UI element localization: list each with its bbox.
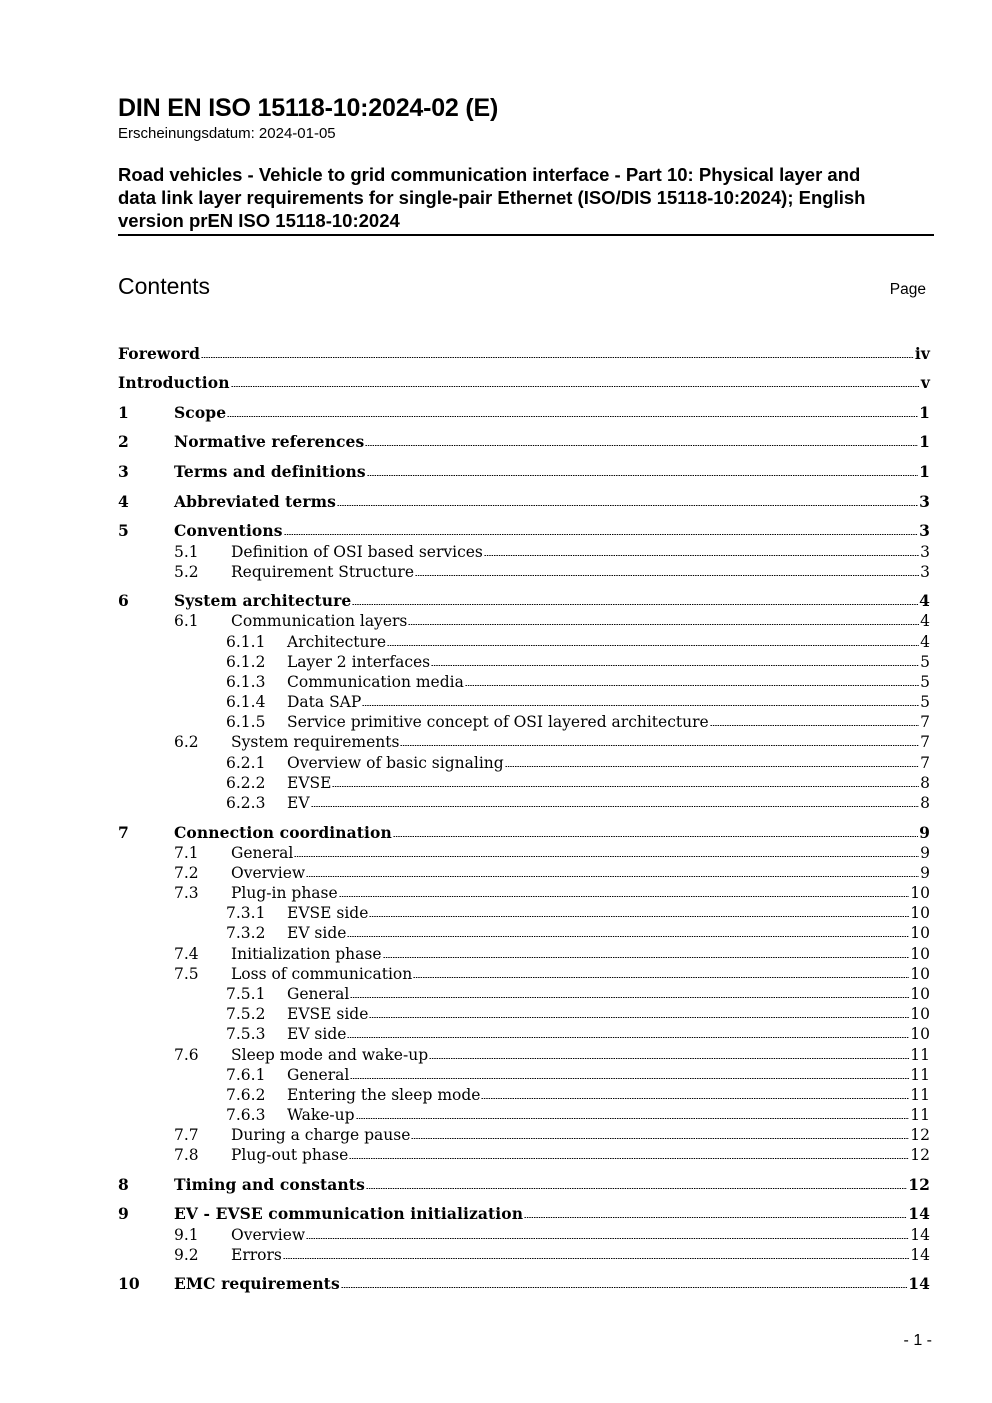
toc-entry-number: 6.2.3 bbox=[226, 794, 266, 812]
toc-entry-label: System requirements bbox=[231, 733, 400, 751]
toc-entry-label: EMC requirements bbox=[174, 1274, 340, 1293]
toc-entry-number: 7.4 bbox=[174, 945, 199, 963]
toc-entry-page: 10 bbox=[910, 884, 930, 902]
toc-entry-page: 5 bbox=[920, 673, 930, 691]
toc-entry-page: 11 bbox=[910, 1046, 930, 1064]
toc-entry[interactable] bbox=[226, 983, 930, 1003]
toc-entry-number: 7.7 bbox=[174, 1126, 199, 1144]
dot-leader bbox=[415, 574, 919, 577]
toc-entry-label: Timing and constants bbox=[174, 1175, 365, 1194]
toc-entry-page: 3 bbox=[919, 492, 930, 511]
toc-entry-label: During a charge pause bbox=[231, 1126, 411, 1144]
toc-entry-label: Overview bbox=[231, 1226, 306, 1244]
toc-entry-page: 9 bbox=[920, 844, 930, 862]
dot-leader bbox=[366, 1187, 907, 1190]
toc-entry-number: 7.3.1 bbox=[226, 904, 266, 922]
dot-leader bbox=[365, 444, 918, 447]
dot-leader bbox=[400, 744, 919, 747]
toc-entry-page: 10 bbox=[910, 985, 930, 1003]
toc-entry-number: 5 bbox=[118, 521, 129, 540]
toc-entry-number: 5.1 bbox=[174, 543, 199, 561]
dot-leader bbox=[369, 1016, 909, 1019]
toc-entry-page: 10 bbox=[910, 1005, 930, 1023]
toc-entry-label: EV side bbox=[287, 1025, 347, 1043]
toc-entry-number: 9.1 bbox=[174, 1226, 199, 1244]
dot-leader bbox=[231, 385, 920, 388]
toc-entry-label: Sleep mode and wake-up bbox=[231, 1046, 429, 1064]
toc-entry-label: Wake-up bbox=[287, 1106, 355, 1124]
toc-entry-page: 12 bbox=[910, 1146, 930, 1164]
toc-entry-number: 7.3 bbox=[174, 884, 199, 902]
publication-date: Erscheinungsdatum: 2024-01-05 bbox=[118, 125, 336, 142]
toc-entry-label: System architecture bbox=[174, 591, 352, 610]
toc-entry-number: 6.2.2 bbox=[226, 774, 266, 792]
toc-entry-page: 5 bbox=[920, 653, 930, 671]
toc-entry-number: 6.2.1 bbox=[226, 754, 266, 772]
toc-entry-page: 14 bbox=[908, 1274, 930, 1293]
dot-leader bbox=[367, 474, 918, 477]
dot-leader bbox=[350, 996, 909, 999]
dot-leader bbox=[429, 1057, 909, 1060]
toc-entry-label: EVSE side bbox=[287, 1005, 369, 1023]
toc-entry-number: 9 bbox=[118, 1204, 129, 1223]
toc-entry-page: 10 bbox=[910, 965, 930, 983]
toc-entry[interactable] bbox=[226, 752, 930, 772]
toc-entry[interactable] bbox=[226, 1023, 930, 1043]
dot-leader bbox=[284, 533, 919, 536]
footer-page-number: - 1 - bbox=[903, 1332, 932, 1349]
toc-entry[interactable] bbox=[118, 822, 930, 842]
toc-entry-label: Plug-in phase bbox=[231, 884, 338, 902]
dot-leader bbox=[306, 875, 919, 878]
toc-entry-number: 7.5.1 bbox=[226, 985, 266, 1003]
toc-entry-number: 2 bbox=[118, 432, 129, 451]
toc-entry[interactable] bbox=[174, 943, 930, 963]
toc-entry-page: 7 bbox=[920, 733, 930, 751]
dot-leader bbox=[306, 1237, 909, 1240]
dot-leader bbox=[383, 956, 910, 959]
toc-entry-label: Introduction bbox=[118, 373, 230, 392]
toc-entry[interactable] bbox=[226, 1104, 930, 1124]
toc-entry-number: 7.5 bbox=[174, 965, 199, 983]
toc-entry-label: EVSE side bbox=[287, 904, 369, 922]
toc-entry-page: 3 bbox=[920, 563, 930, 581]
toc-entry-label: Terms and definitions bbox=[174, 462, 366, 481]
toc-entry-page: 4 bbox=[920, 612, 930, 630]
dot-leader bbox=[356, 1117, 910, 1120]
toc-entry[interactable] bbox=[118, 1273, 930, 1293]
toc-entry[interactable] bbox=[174, 882, 930, 902]
toc-entry-number: 4 bbox=[118, 492, 129, 511]
dot-leader bbox=[431, 664, 919, 667]
dot-leader bbox=[311, 805, 920, 808]
toc-entry-number: 9.2 bbox=[174, 1246, 199, 1264]
toc-entry[interactable] bbox=[118, 1203, 930, 1223]
toc-entry-label: Requirement Structure bbox=[231, 563, 415, 581]
dot-leader bbox=[201, 356, 914, 359]
toc-entry-label: Architecture bbox=[287, 633, 387, 651]
toc-entry-label: Overview of basic signaling bbox=[287, 754, 504, 772]
toc-entry[interactable] bbox=[174, 561, 930, 581]
dot-leader bbox=[710, 724, 919, 727]
toc-entry-label: Communication layers bbox=[231, 612, 408, 630]
toc-entry-number: 7.3.2 bbox=[226, 924, 266, 942]
toc-entry[interactable] bbox=[118, 402, 930, 422]
toc-entry-label: Entering the sleep mode bbox=[287, 1086, 481, 1104]
toc-entry[interactable] bbox=[174, 1044, 930, 1064]
contents-heading: Contents bbox=[118, 273, 211, 299]
toc-entry-page: 1 bbox=[919, 403, 930, 422]
toc-entry-number: 7.5.2 bbox=[226, 1005, 266, 1023]
toc-entry[interactable] bbox=[118, 491, 930, 511]
toc-entry-label: Normative references bbox=[174, 432, 365, 451]
toc-entry[interactable] bbox=[174, 862, 930, 882]
toc-entry[interactable] bbox=[174, 610, 930, 630]
toc-entry-page: 7 bbox=[920, 713, 930, 731]
toc-entry-number: 7.6 bbox=[174, 1046, 199, 1064]
toc-entry-page: 4 bbox=[920, 633, 930, 651]
document-id: DIN EN ISO 15118-10:2024-02 (E) bbox=[118, 94, 499, 122]
toc-entry[interactable] bbox=[118, 431, 930, 451]
toc-entry[interactable] bbox=[226, 792, 930, 812]
toc-entry-label: Service primitive concept of OSI layered architecture bbox=[287, 713, 709, 731]
toc-entry-page: 10 bbox=[910, 1025, 930, 1043]
toc-entry[interactable] bbox=[226, 711, 930, 731]
toc-entry-label: Communication media bbox=[287, 673, 464, 691]
toc-entry-number: 7.6.3 bbox=[226, 1106, 266, 1124]
toc-entry-page: 12 bbox=[908, 1175, 930, 1194]
toc-entry-number: 6 bbox=[118, 591, 129, 610]
toc-entry[interactable] bbox=[226, 671, 930, 691]
toc-entry-page: 14 bbox=[908, 1204, 930, 1223]
toc-entry[interactable] bbox=[118, 520, 930, 540]
toc-entry-number: 7.2 bbox=[174, 864, 199, 882]
toc-entry-label: Initialization phase bbox=[231, 945, 382, 963]
toc-entry-number: 6.1.3 bbox=[226, 673, 266, 691]
dot-leader bbox=[411, 1137, 909, 1140]
toc-entry-number: 7.8 bbox=[174, 1146, 199, 1164]
toc-entry-number: 6.1.1 bbox=[226, 633, 266, 651]
toc-entry[interactable] bbox=[226, 631, 930, 651]
dot-leader bbox=[387, 644, 919, 647]
toc-entry-page: 9 bbox=[920, 864, 930, 882]
dot-leader bbox=[332, 785, 919, 788]
toc-entry-label: Loss of communication bbox=[231, 965, 413, 983]
toc-entry-label: Abbreviated terms bbox=[174, 492, 336, 511]
toc-entry-label: General bbox=[287, 985, 350, 1003]
dot-leader bbox=[465, 684, 919, 687]
toc-entry-number: 7.1 bbox=[174, 844, 199, 862]
toc-entry-number: 7 bbox=[118, 823, 129, 842]
dot-leader bbox=[227, 415, 918, 418]
toc-entry-number: 7.6.1 bbox=[226, 1066, 266, 1084]
toc-entry-page: v bbox=[920, 373, 930, 392]
dot-leader bbox=[347, 1036, 909, 1039]
toc-entry-page: 14 bbox=[910, 1226, 930, 1244]
toc-entry-page: 11 bbox=[910, 1106, 930, 1124]
toc-entry-label: Layer 2 interfaces bbox=[287, 653, 431, 671]
dot-leader bbox=[362, 704, 919, 707]
dot-leader bbox=[481, 1097, 909, 1100]
toc-entry-label: EVSE bbox=[287, 774, 332, 792]
toc-entry-number: 5.2 bbox=[174, 563, 199, 581]
toc-entry[interactable] bbox=[226, 922, 930, 942]
toc-entry[interactable] bbox=[174, 541, 930, 561]
toc-entry-label: Definition of OSI based services bbox=[231, 543, 483, 561]
dot-leader bbox=[408, 623, 919, 626]
dot-leader bbox=[393, 835, 918, 838]
title-line: data link layer requirements for single-pair Ethernet (ISO/DIS 15118-10:2024); English bbox=[118, 187, 866, 208]
toc-entry-number: 3 bbox=[118, 462, 129, 481]
dot-leader bbox=[283, 1257, 909, 1260]
toc-entry-number: 6.1.2 bbox=[226, 653, 266, 671]
dot-leader bbox=[341, 1286, 907, 1289]
dot-leader bbox=[413, 976, 909, 979]
dot-leader bbox=[349, 1157, 909, 1160]
toc-entry[interactable] bbox=[226, 902, 930, 922]
toc-entry-page: 9 bbox=[919, 823, 930, 842]
toc-entry-number: 6.1.5 bbox=[226, 713, 266, 731]
toc-entry[interactable] bbox=[118, 343, 930, 363]
toc-entry-number: 7.5.3 bbox=[226, 1025, 266, 1043]
toc-entry-label: Scope bbox=[174, 403, 227, 422]
toc-entry-number: 1 bbox=[118, 403, 129, 422]
toc-entry-page: 3 bbox=[919, 521, 930, 540]
toc-entry-label: EV - EVSE communication initialization bbox=[174, 1204, 524, 1223]
toc-entry-page: iv bbox=[914, 344, 930, 363]
toc-entry-page: 3 bbox=[920, 543, 930, 561]
toc-entry[interactable] bbox=[174, 842, 930, 862]
toc-entry-number: 8 bbox=[118, 1175, 129, 1194]
toc-entry-page: 10 bbox=[910, 904, 930, 922]
toc-entry[interactable] bbox=[226, 691, 930, 711]
dot-leader bbox=[339, 895, 910, 898]
toc-entry-number: 6.2 bbox=[174, 733, 199, 751]
toc-entry[interactable] bbox=[174, 1244, 930, 1264]
page-column-label: Page bbox=[889, 281, 926, 298]
toc-entry-label: Data SAP bbox=[287, 693, 362, 711]
toc-entry-page: 7 bbox=[920, 754, 930, 772]
toc-entry-label: EV side bbox=[287, 924, 347, 942]
toc-entry-page: 10 bbox=[910, 924, 930, 942]
toc-entry-label: Conventions bbox=[174, 521, 283, 540]
toc-entry[interactable] bbox=[226, 651, 930, 671]
dot-leader bbox=[337, 504, 918, 507]
toc-entry[interactable] bbox=[118, 590, 930, 610]
toc-entry-page: 10 bbox=[910, 945, 930, 963]
toc-entry[interactable] bbox=[174, 1144, 930, 1164]
toc-entry-page: 8 bbox=[920, 794, 930, 812]
dot-leader bbox=[369, 915, 909, 918]
toc-entry-label: EV bbox=[287, 794, 310, 812]
toc-entry[interactable] bbox=[118, 1174, 930, 1194]
toc-entry-label: Overview bbox=[231, 864, 306, 882]
toc-entry-number: 6.1.4 bbox=[226, 693, 266, 711]
toc-entry[interactable] bbox=[174, 963, 930, 983]
toc-entry[interactable] bbox=[174, 1224, 930, 1244]
toc-entry-label: Connection coordination bbox=[174, 823, 392, 842]
dot-leader bbox=[352, 603, 918, 606]
toc-entry-number: 7.6.2 bbox=[226, 1086, 266, 1104]
toc-entry[interactable] bbox=[226, 1003, 930, 1023]
dot-leader bbox=[294, 855, 919, 858]
toc-entry-page: 1 bbox=[919, 432, 930, 451]
toc-entry-label: Errors bbox=[231, 1246, 282, 1264]
toc-entry-page: 14 bbox=[910, 1246, 930, 1264]
toc-entry-page: 4 bbox=[919, 591, 930, 610]
toc-entry-label: General bbox=[231, 844, 294, 862]
dot-leader bbox=[347, 935, 909, 938]
toc-entry-page: 11 bbox=[910, 1086, 930, 1104]
toc-entry[interactable] bbox=[226, 1064, 930, 1084]
toc-entry[interactable] bbox=[226, 1084, 930, 1104]
toc-entry[interactable] bbox=[226, 772, 930, 792]
dot-leader bbox=[505, 765, 919, 768]
toc-entry[interactable] bbox=[174, 731, 930, 751]
toc-entry[interactable] bbox=[118, 372, 930, 392]
toc-entry-label: Foreword bbox=[118, 344, 201, 363]
toc-entry-label: Plug-out phase bbox=[231, 1146, 349, 1164]
toc-entry-label: General bbox=[287, 1066, 350, 1084]
dot-leader bbox=[524, 1216, 907, 1219]
toc-entry-number: 10 bbox=[118, 1274, 140, 1293]
dot-leader bbox=[350, 1077, 909, 1080]
toc-entry-page: 5 bbox=[920, 693, 930, 711]
toc-entry[interactable] bbox=[118, 461, 930, 481]
toc-entry-page: 12 bbox=[910, 1126, 930, 1144]
toc-entry-page: 8 bbox=[920, 774, 930, 792]
toc-entry[interactable] bbox=[174, 1124, 930, 1144]
toc-entry-page: 11 bbox=[910, 1066, 930, 1084]
toc-entry-page: 1 bbox=[919, 462, 930, 481]
dot-leader bbox=[484, 554, 919, 557]
toc-entry-number: 6.1 bbox=[174, 612, 199, 630]
title-line: version prEN ISO 15118-10:2024 bbox=[118, 210, 400, 231]
title-line: Road vehicles - Vehicle to grid communication interface - Part 10: Physical layer and bbox=[118, 164, 861, 185]
